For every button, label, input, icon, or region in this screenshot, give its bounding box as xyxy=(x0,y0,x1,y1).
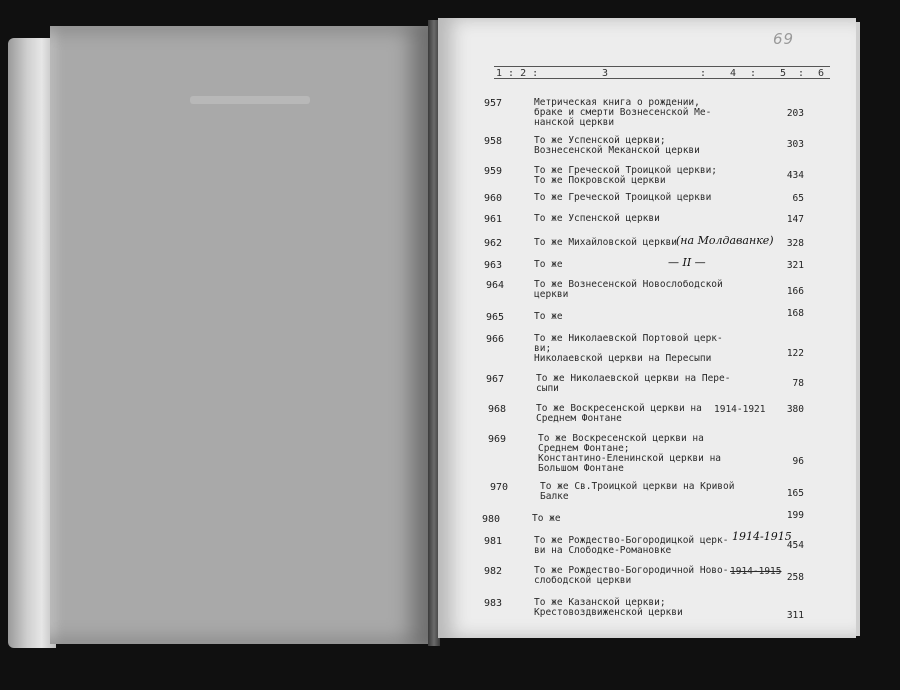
row-count: 258 xyxy=(786,572,804,583)
header-rule-top xyxy=(494,66,830,67)
row-count: 65 xyxy=(792,193,804,204)
row-count: 165 xyxy=(786,488,804,499)
row-description: То же Николаевской церкви на Пере- сыпи xyxy=(536,373,731,394)
row-count: 434 xyxy=(786,170,804,181)
row-number: 957 xyxy=(484,98,503,109)
row-count: 321 xyxy=(786,260,804,271)
row-description: То же Михайловской церкви xyxy=(534,237,677,248)
col-head-sep: : xyxy=(750,68,757,79)
row-description: То же xyxy=(534,259,563,270)
header-rule-bottom xyxy=(494,78,830,79)
col-head-1-2: 1 : 2 : xyxy=(496,68,539,79)
row-count: 199 xyxy=(786,510,804,521)
row-count: 166 xyxy=(786,286,804,297)
row-number: 981 xyxy=(484,536,503,547)
row-number: 965 xyxy=(486,312,505,323)
row-description: То же Воскресенской церкви на Среднем Фонтане xyxy=(536,403,702,424)
row-count: 122 xyxy=(786,348,804,359)
col-head-4: 4 xyxy=(730,68,737,79)
row-description: То же Рождество-Богородицкой церк- ви на Слободке-Романовке xyxy=(534,535,729,556)
col-head-sep: : xyxy=(798,68,805,79)
row-description: То же Успенской церкви; Вознесенской Меканской церкви xyxy=(534,135,700,156)
left-page xyxy=(50,26,430,644)
row-count: 78 xyxy=(792,378,804,389)
row-count: 311 xyxy=(786,610,804,621)
row-number: 967 xyxy=(486,374,505,385)
row-description: То же Николаевской Портовой церк- ви; Николаевской церкви на Пересыпи xyxy=(534,333,723,364)
struck-years: 1914-1915 xyxy=(730,566,782,577)
handwritten-ditto: — II — xyxy=(668,256,706,269)
row-number: 960 xyxy=(484,193,503,204)
col-head-sep: : xyxy=(700,68,707,79)
row-number: 982 xyxy=(484,566,503,577)
row-description: То же Казанской церкви; Крестовоздвиженской церкви xyxy=(534,597,683,618)
row-description: Метрическая книга о рождении, браке и смерти Вознесенской Ме- нанской церкви xyxy=(534,97,712,128)
row-count: 147 xyxy=(786,214,804,225)
row-description: То же xyxy=(532,513,561,524)
row-description: То же Греческой Троицкой церкви xyxy=(534,192,712,203)
row-count: 203 xyxy=(786,108,804,119)
row-number: 966 xyxy=(486,334,505,345)
row-number: 970 xyxy=(490,482,509,493)
row-number: 959 xyxy=(484,166,503,177)
row-number: 958 xyxy=(484,136,503,147)
row-description: То же Св.Троицкой церкви на Кривой Балке xyxy=(540,481,735,502)
col-head-5: 5 xyxy=(780,68,787,79)
handwritten-years: 1914-1915 xyxy=(732,530,792,543)
row-number: 969 xyxy=(488,434,507,445)
row-count: 328 xyxy=(786,238,804,249)
row-number: 962 xyxy=(484,238,503,249)
col-head-3: 3 xyxy=(602,68,609,79)
row-count: 303 xyxy=(786,139,804,150)
book-edge xyxy=(8,38,56,648)
col-head-6: 6 xyxy=(818,68,825,79)
row-number: 980 xyxy=(482,514,501,525)
row-count: 380 xyxy=(786,404,804,415)
row-count: 168 xyxy=(786,308,804,319)
row-number: 983 xyxy=(484,598,503,609)
row-count: 96 xyxy=(792,456,804,467)
row-years: 1914-1921 xyxy=(714,404,766,415)
right-page xyxy=(438,18,856,638)
row-description: То же Вознесенской Новослободской церкви xyxy=(534,279,723,300)
row-number: 964 xyxy=(486,280,505,291)
row-description: То же Воскресенской церкви на Среднем Фонтане; Константино-Еленинской церкви на Большом Фонтане xyxy=(538,433,722,474)
row-number: 961 xyxy=(484,214,503,225)
row-description: То же Рождество-Богородичной Ново- слободской церкви xyxy=(534,565,729,586)
row-description: То же Греческой Троицкой церкви; То же Покровской церкви xyxy=(534,165,718,186)
row-description: То же Успенской церкви xyxy=(534,213,660,224)
folio-number: 69 xyxy=(773,30,795,48)
row-description: То же xyxy=(534,311,563,322)
row-count: 454 xyxy=(786,540,804,551)
row-number: 968 xyxy=(488,404,507,415)
handwritten-note: (на Молдаванке) xyxy=(676,234,774,247)
row-number: 963 xyxy=(484,260,503,271)
bleed-through-mark xyxy=(190,96,310,104)
